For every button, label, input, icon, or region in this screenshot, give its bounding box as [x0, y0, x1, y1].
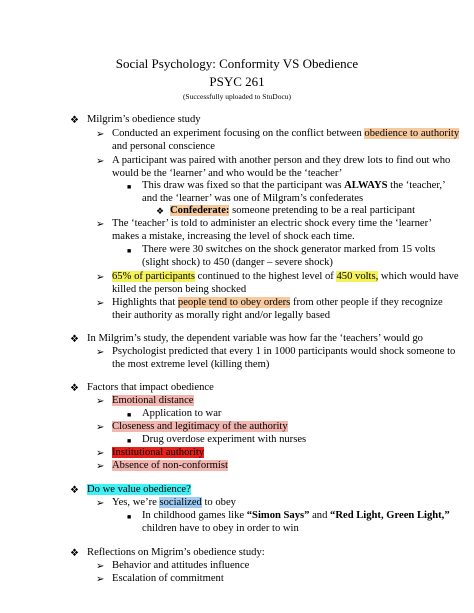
arrow-bullet-icon: ➢: [96, 298, 105, 309]
sub-item-switches-cont: (slight shock) to 450 (danger – severe shock): [142, 257, 333, 268]
arrow-bullet-icon: ➢: [96, 347, 105, 358]
list-item-obey-orders: Highlights that people tend to obey orders from other people if they recognize: [112, 297, 443, 308]
highlight-obey-orders: people tend to obey orders: [177, 297, 291, 308]
course-code: PSYC 261: [209, 74, 265, 89]
sub-item-war: Application to war: [142, 408, 222, 419]
highlight-450-volts: 450 volts,: [336, 271, 379, 282]
list-item-obey-orders-cont: their authority as morally right and/or legally based: [112, 310, 330, 321]
factor-emotional-distance: [112, 394, 194, 407]
arrow-bullet-icon: ➢: [96, 561, 105, 572]
factor-non-conformist: [112, 459, 228, 472]
list-item-65-percent: 65% of participants continued to the highest level of 450 volts, which would have: [112, 271, 459, 282]
diamond-bullet-icon: ❖: [70, 115, 79, 126]
diamond-bullet-icon: ❖: [70, 334, 79, 345]
arrow-bullet-icon: ➢: [96, 574, 105, 585]
highlight-emotional-distance: Emotional distance: [112, 395, 194, 406]
list-item-pairing-cont: would be the ‘learner’ and who would be the ‘teacher’: [112, 168, 343, 179]
list-item-behavior-attitudes: Behavior and attitudes influence: [112, 560, 250, 571]
list-item-prediction-cont: the most extreme level (killing them): [112, 359, 270, 370]
arrow-bullet-icon: ➢: [96, 156, 105, 167]
diamond-bullet-icon: ❖: [70, 383, 79, 394]
list-item-experiment: Conducted an experiment focusing on the conflict between obedience to authority: [112, 128, 460, 139]
arrow-bullet-icon: ➢: [96, 422, 105, 433]
section-heading-dependent-variable: In Milgrim’s study, the dependent variable was how far the ‘teachers’ would go: [87, 333, 423, 344]
arrow-bullet-icon: ➢: [96, 396, 105, 407]
square-bullet-icon: ■: [127, 247, 132, 255]
arrow-bullet-icon: ➢: [96, 219, 105, 230]
highlight-value-obedience: Do we value obedience?: [87, 484, 191, 495]
list-item-teacher-shock-cont: makes a mistake, increasing the level of shock each time.: [112, 231, 355, 242]
sub-item-childhood-games: In childhood games like “Simon Says” and “Red Light, Green Light,”: [142, 510, 450, 521]
highlight-65-percent: 65% of participants: [112, 271, 195, 282]
section-heading-value-obedience: [87, 483, 191, 496]
highlight-socialized: socialized: [159, 497, 202, 508]
arrow-bullet-icon: ➢: [96, 272, 105, 283]
list-item-socialized: Yes, we’re socialized to obey: [112, 497, 236, 508]
highlight-closeness-legitimacy: Closeness and legitimacy of the authority: [112, 421, 288, 432]
list-item-65-percent-cont: killed the person being shocked: [112, 284, 247, 295]
definition-confederate: Confederate: someone pretending to be a real participant: [170, 205, 416, 216]
factor-institutional-authority: [112, 446, 204, 459]
document-header: [0, 55, 474, 102]
list-item-teacher-shock: The ‘teacher’ is told to administer an electric shock every time the ‘learner’: [112, 218, 433, 229]
section-heading-reflections: Reflections on Migrim’s obedience study:: [87, 547, 265, 558]
sub-item-switches: There were 30 switches on the shock generator marked from 15 volts: [142, 244, 436, 255]
arrow-bullet-icon: ➢: [96, 129, 105, 140]
upload-note: (Successfully uploaded to StuDocu): [182, 92, 292, 101]
sub-item-draw-fixed: This draw was fixed so that the participant was ALWAYS the ‘teacher,’: [142, 180, 446, 191]
document-title: Social Psychology: Conformity VS Obedience: [115, 56, 359, 71]
square-bullet-icon: ■: [127, 437, 132, 445]
square-bullet-icon: ■: [127, 183, 132, 191]
sub-item-childhood-games-cont: children have to obey in order to win: [142, 523, 299, 534]
section-heading-factors: Factors that impact obedience: [87, 382, 214, 393]
factor-closeness-legitimacy: [112, 420, 288, 433]
highlight-institutional-authority: Institutional authority: [112, 447, 205, 458]
diamond-bullet-icon: ❖: [70, 548, 79, 559]
diamond-bullet-icon: ❖: [156, 206, 165, 216]
sub-item-drug-overdose: Drug overdose experiment with nurses: [142, 434, 307, 445]
highlight-confederate: Confederate:: [170, 205, 230, 216]
arrow-bullet-icon: ➢: [96, 498, 105, 509]
list-item-prediction: Psychologist predicted that every 1 in 1000 participants would shock someone to: [112, 346, 456, 357]
list-item-experiment-cont: and personal conscience: [112, 141, 215, 152]
arrow-bullet-icon: ➢: [96, 448, 105, 459]
square-bullet-icon: ■: [127, 411, 132, 419]
arrow-bullet-icon: ➢: [96, 461, 105, 472]
sub-item-draw-fixed-cont: and the ‘learner’ was one of Milgram’s confederates: [142, 193, 364, 204]
diamond-bullet-icon: ❖: [70, 485, 79, 496]
list-item-pairing: A participant was paired with another person and they drew lots to find out who: [112, 155, 451, 166]
square-bullet-icon: ■: [127, 513, 132, 521]
section-heading-milgrim-study: Milgrim’s obedience study: [87, 114, 201, 125]
list-item-escalation: Escalation of commitment: [112, 573, 224, 584]
highlight-obedience-to-authority: obedience to authority: [364, 128, 460, 139]
highlight-non-conformist: Absence of non-conformist: [112, 460, 228, 471]
